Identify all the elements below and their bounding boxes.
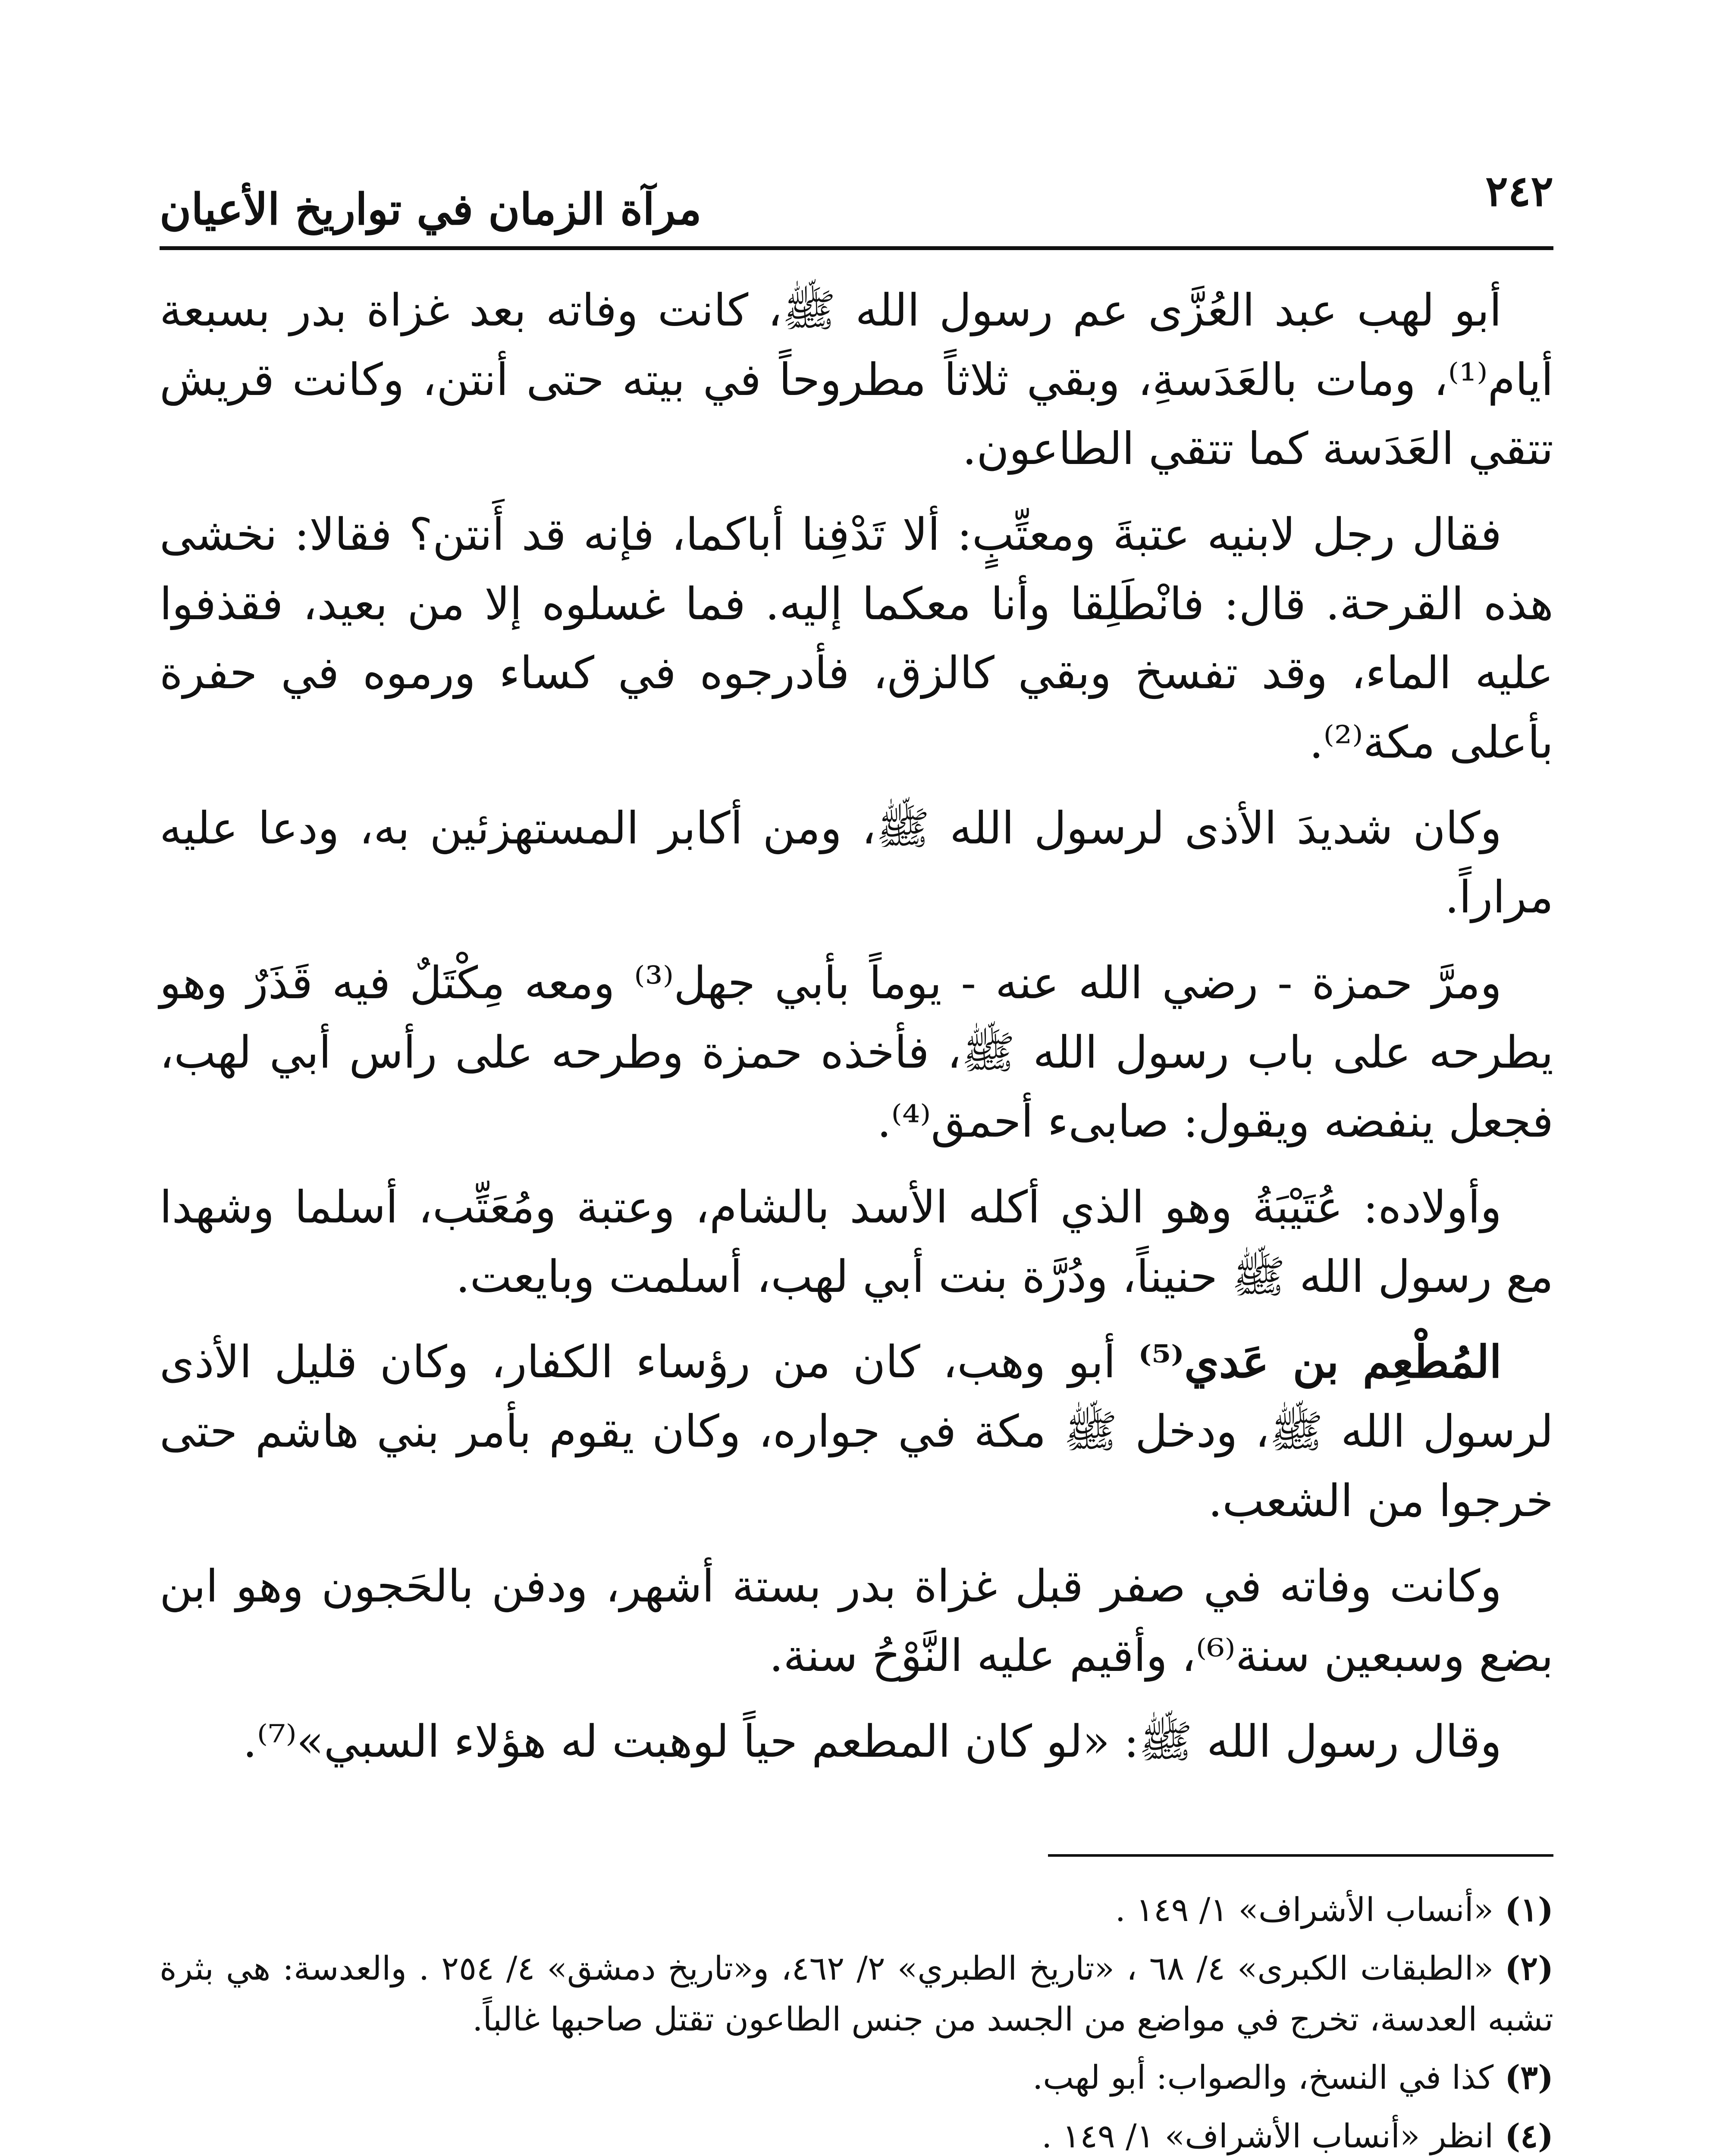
running-title: مرآة الزمان في تواريخ الأعيان [160, 184, 702, 235]
paragraph-abu-lahab-death: أبو لهب عبد العُزَّى عم رسول الله ﷺ، كانت وفاته بعد غزاة بدر بسبعة أيام⁽¹⁾، ومات بالعَدَسةِ، وبقي ثلاثاً مطروحاً في بيته حتى أنتن، وكانت قريش تتقي العَدَسة كما تتقي الطاعون. [160, 285, 1553, 475]
main-text [160, 276, 1553, 1792]
footnote-text: كذا في النسخ، والصواب: أبو لهب. [1032, 2058, 1494, 2097]
footnote-text: انظر «أنساب الأشراف» ١/ ١٤٩ . [1042, 2117, 1494, 2156]
paragraph-hamza: ومرَّ حمزة - رضي الله عنه - يوماً بأبي جهل⁽³⁾ ومعه مِكْتَلٌ فيه قَذَرٌ وهو يطرحه على باب رسول الله ﷺ، فأخذه حمزة وطرحه على رأس أبي لهب، فجعل ينفضه ويقول: صابىء أحمق⁽⁴⁾. [160, 957, 1553, 1148]
paragraph-harm: وكان شديدَ الأذى لرسول الله ﷺ، ومن أكابر المستهزئين به، ودعا عليه مراراً. [160, 802, 1553, 924]
footnote-number: (٣) [1505, 2058, 1553, 2097]
footnote [160, 1884, 1553, 1935]
paragraph-mutim-text: أبو وهب، كان من رؤساء الكفار، وكان قليل الأذى لرسول الله ﷺ، ودخل ﷺ مكة في جواره، وكان يقوم بأمر بني هاشم حتى خرجوا من الشعب. [160, 1336, 1553, 1527]
footnote [160, 1943, 1553, 2045]
paragraph-mutim-death: وكانت وفاته في صفر قبل غزاة بدر بستة أشهر، ودفن بالحَجون وهو ابن بضع وسبعين سنة⁽⁶⁾، وأقيم عليه النَّوْحُ سنة. [160, 1561, 1553, 1682]
footnote-number: (١) [1505, 1890, 1553, 1929]
footnote-text: «الطبقات الكبرى» ٤/ ٦٨ ، «تاريخ الطبري» ٢/ ٤٦٢، و«تاريخ دمشق» ٤/ ٢٥٤ . والعدسة: هي بثرة تشبه العدسة، تخرج في مواضع من الجسد من جنس الطاعون تقتل صاحبها غالباً. [160, 1949, 1553, 2038]
footnote-text: «أنساب الأشراف» ١/ ١٤٩ . [1115, 1890, 1494, 1929]
paragraph-burial: فقال رجل لابنيه عتبةَ ومعتِّبٍ: ألا تَدْفِنا أباكما، فإنه قد أَنتن؟ فقالا: نخشى هذه القرحة. قال: فانْطَلِقا وأنا معكما إليه. فما غسلوه إلا من بعيد، فقذفوا عليه الماء، وقد تفسخ وبقي كالزق، فأدرجوه في كساء ورموه في حفرة بأعلى مكة⁽²⁾. [160, 509, 1553, 769]
footnotes [160, 1884, 1553, 2156]
paragraph-hadith: وقال رسول الله ﷺ: «لو كان المطعم حياً لوهبت له هؤلاء السبي»⁽⁷⁾. [243, 1715, 1502, 1767]
header-rule [160, 246, 1553, 250]
paragraph-mutim [160, 1328, 1553, 1536]
footnote [160, 2111, 1553, 2156]
footnote [160, 2052, 1553, 2103]
page-number: ٢٤٢ [1485, 166, 1553, 216]
entry-heading-mutim: المُطْعِم بن عَدي⁽⁵⁾ [1138, 1336, 1502, 1388]
footnote-number: (٤) [1505, 2117, 1553, 2156]
footnote-separator [1048, 1854, 1553, 1857]
footnote-number: (٢) [1505, 1949, 1554, 1987]
page-header [160, 164, 1553, 250]
paragraph-children: وأولاده: عُتَيْبَةُ وهو الذي أكله الأسد بالشام، وعتبة ومُعَتِّب، أسلما وشهدا مع رسول الله ﷺ حنيناً، ودُرَّة بنت أبي لهب، أسلمت وبايعت. [160, 1181, 1553, 1303]
